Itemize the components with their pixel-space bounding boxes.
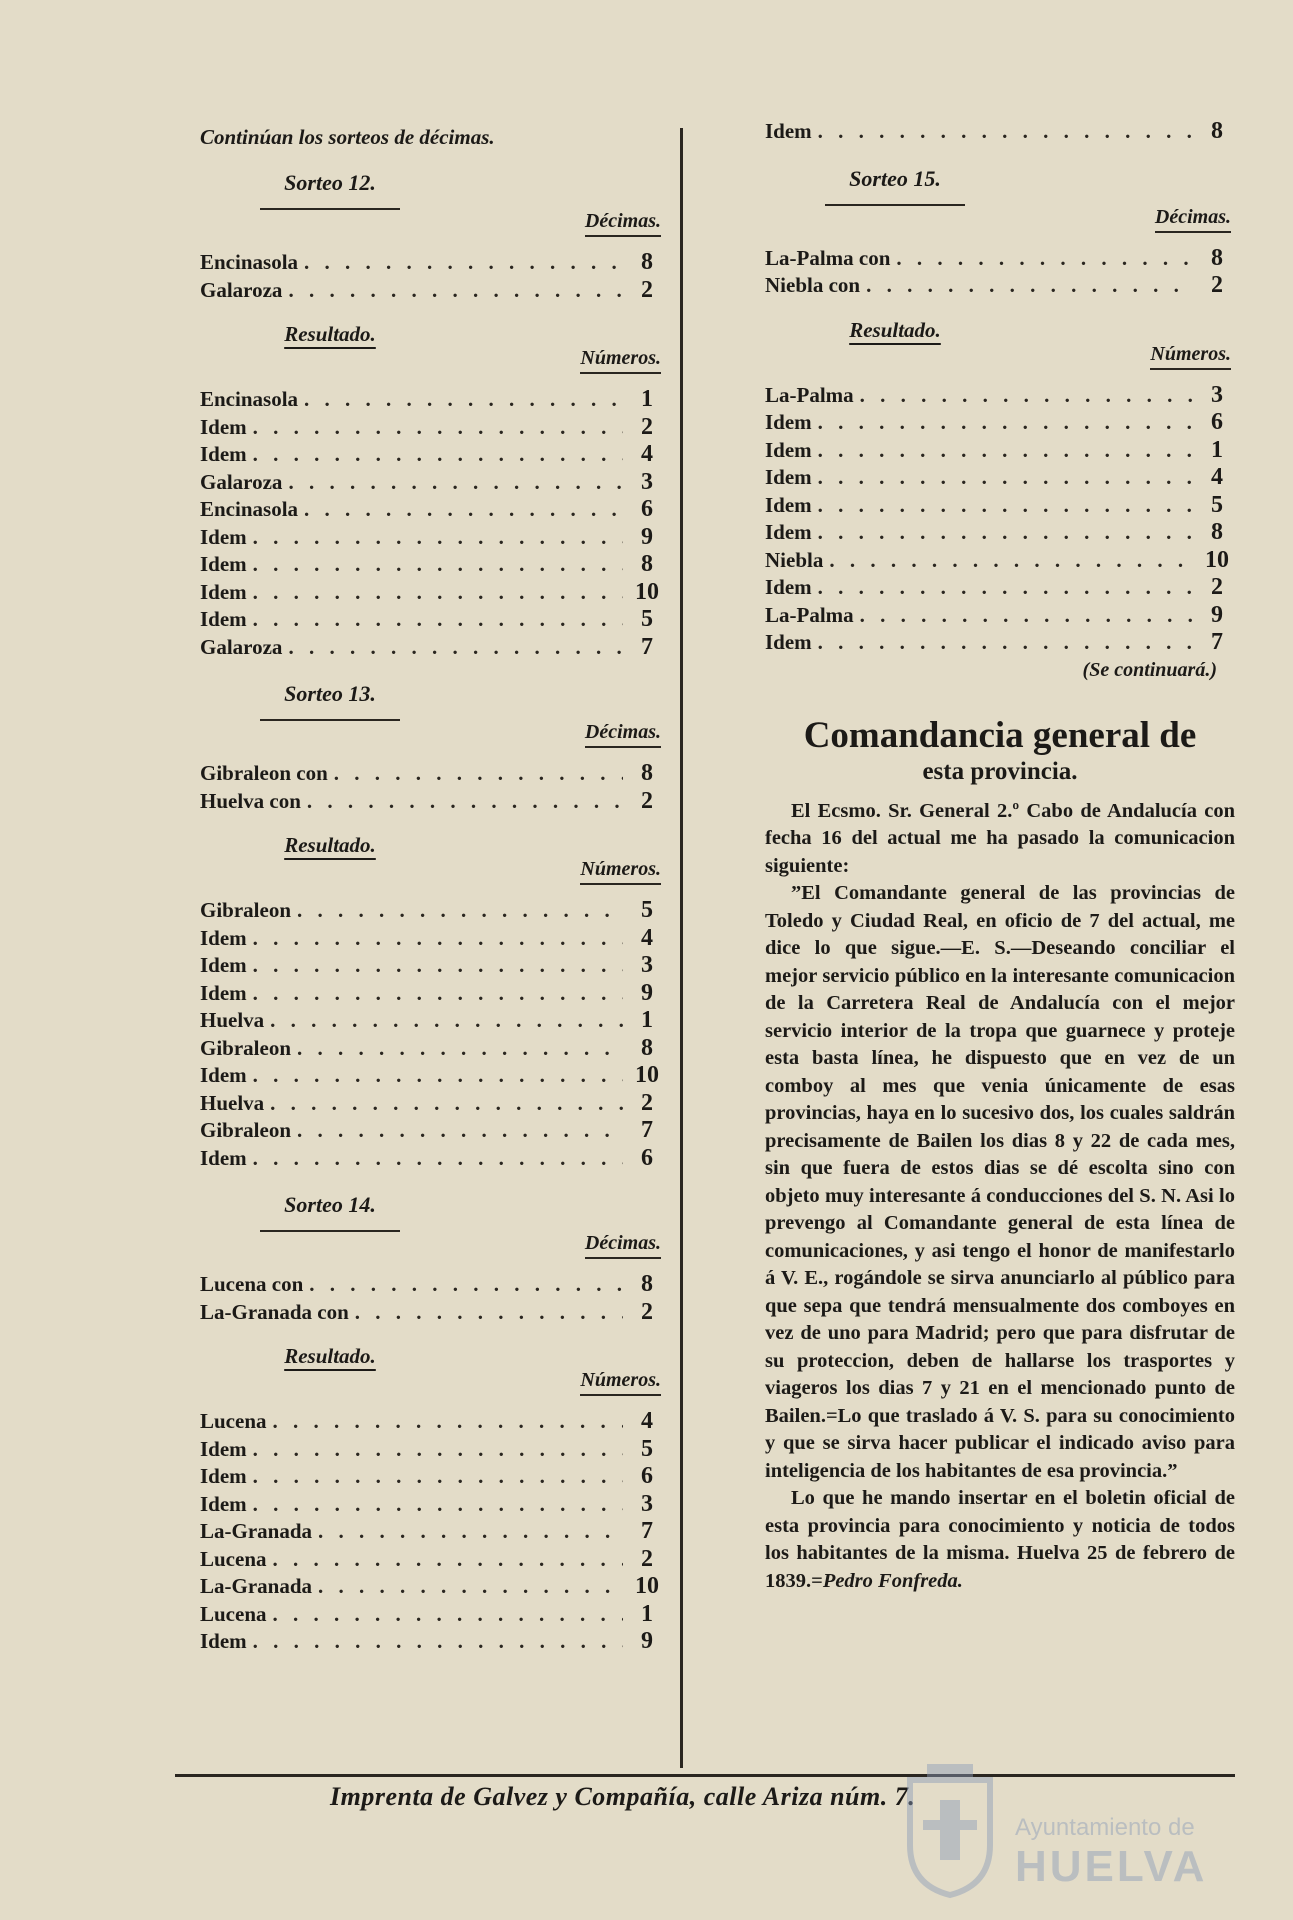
number-value: 2 xyxy=(641,276,653,303)
results-list xyxy=(200,1408,665,1656)
sorteo-14-section xyxy=(200,1192,665,1656)
place-name: Lucena con xyxy=(200,1272,304,1296)
list-item xyxy=(200,1436,665,1464)
number-value: 8 xyxy=(641,551,653,577)
number-value: 1 xyxy=(641,1007,653,1033)
place-name: Galaroza xyxy=(200,277,283,302)
decimas-list xyxy=(765,245,1235,300)
dot-leader xyxy=(818,438,1193,463)
decimas-header: Décimas. xyxy=(200,210,665,237)
dot-leader xyxy=(866,273,1193,298)
number-value: 2 xyxy=(1211,272,1223,298)
list-item xyxy=(765,464,1235,492)
list-item xyxy=(200,579,665,607)
list-item xyxy=(765,519,1235,547)
place-name: Idem xyxy=(765,437,812,462)
place-name: Gibraleon xyxy=(200,898,292,922)
place-name: Idem xyxy=(200,524,247,549)
paragraph-3 xyxy=(765,1485,1235,1595)
dot-leader xyxy=(253,981,623,1006)
place-name: Galaroza xyxy=(200,634,283,659)
place-name: Idem xyxy=(200,953,247,977)
dot-leader xyxy=(253,525,623,550)
number-value: 4 xyxy=(1211,464,1223,490)
dot-leader xyxy=(860,603,1193,628)
number-value: 8 xyxy=(1211,118,1223,144)
place-name: Encinasola xyxy=(200,250,299,274)
coat-of-arms-icon xyxy=(895,1760,1005,1900)
number-value: 1 xyxy=(641,1600,653,1627)
resultado-heading: Resultado. xyxy=(849,317,941,342)
number-value: 3 xyxy=(641,952,653,978)
number-value: 6 xyxy=(1211,409,1223,435)
dot-leader xyxy=(829,548,1193,573)
sorteo-title: Sorteo 15. xyxy=(849,165,941,191)
list-item xyxy=(200,952,665,980)
numeros-header: Números. xyxy=(200,858,665,885)
place-name: Gibraleon con xyxy=(200,761,328,785)
dot-leader xyxy=(253,1492,623,1517)
decimas-list xyxy=(200,1271,665,1326)
list-item xyxy=(765,409,1235,437)
number-value: 8 xyxy=(641,249,653,275)
number-value: 3 xyxy=(641,1490,653,1517)
place-name: Idem xyxy=(200,442,247,466)
number-value: 4 xyxy=(641,441,653,467)
number-value: 10 xyxy=(635,578,659,605)
dot-leader xyxy=(297,1036,623,1061)
dot-leader xyxy=(818,410,1193,435)
list-item xyxy=(200,606,665,634)
paragraph-2: ”El Comandante general de las provincias de Toledo y Ciudad Real, en oficio de 7 del actual, me dice lo que sigue.—E. S.—Deseando conciliar el mejor servicio público en la interesante comunicacion de la Carretera Real de Andalucía con el mejor servicio interior de la tropa que guarnece y proteje esta basta línea, he dispuesto que en vez de un comboy al mes que venia únicamente de esas provincias, haya en lo sucesivo dos, los cuales saldrán precisamente de Bailen los dias 8 y 22 de cada mes, sin que fuera de estos dias se dé escolta sino con objeto muy interesante á conducciones del S. N. Asi lo prevengo al Comandante general de esta línea de comunicaciones, y asi tengo el honor de manifestarlo á V. E., rogándole se sirva anunciarlo al público para que sepa que tendrá mensualmente dos comboyes en vez de uno para Madrid; pero que para disfrutar de su proteccion, deben de hallarse los trasportes y viageros los dias 7 y 21 en el mencionado punto de Bailen.=Lo que traslado á V. S. para su conocimiento y que se sirva hacer publicar el indicado aviso para inteligencia de los habitantes de esa provincia.” xyxy=(765,882,1235,1482)
place-name: Idem xyxy=(200,925,247,950)
results-list xyxy=(200,386,665,661)
list-item xyxy=(200,441,665,469)
list-item xyxy=(200,1117,665,1145)
number-value: 8 xyxy=(641,1271,653,1297)
place-name: Idem xyxy=(200,980,247,1005)
right-column xyxy=(765,118,1235,1595)
numeros-header: Números. xyxy=(200,1369,665,1396)
printer-imprint: Imprenta de Galvez y Compañía, calle Ariza núm. 7. xyxy=(330,1782,916,1811)
place-name: La-Granada con xyxy=(200,1299,349,1324)
dot-leader xyxy=(253,580,623,605)
dot-leader xyxy=(896,246,1193,271)
list-item xyxy=(200,249,665,277)
list-item xyxy=(200,496,665,524)
list-item xyxy=(200,1491,665,1519)
list-item xyxy=(200,1463,665,1491)
list-item xyxy=(765,437,1235,465)
number-value: 3 xyxy=(641,468,653,495)
number-value: 5 xyxy=(641,606,653,632)
place-name: Idem xyxy=(200,1491,247,1516)
place-name: Idem xyxy=(765,630,812,654)
number-value: 4 xyxy=(641,1408,653,1434)
place-name: Huelva xyxy=(200,1090,265,1115)
results-list xyxy=(200,897,665,1172)
place-name: Idem xyxy=(200,579,247,604)
dot-leader xyxy=(297,898,623,923)
sorteo-title: Sorteo 13. xyxy=(284,681,376,706)
decimas-header: Décimas. xyxy=(200,721,665,748)
sorteo-15-section xyxy=(765,166,1235,657)
number-value: 10 xyxy=(635,1062,659,1088)
place-name: Idem xyxy=(765,119,812,143)
dot-leader xyxy=(818,465,1193,490)
list-item xyxy=(200,980,665,1008)
numeros-header: Números. xyxy=(765,343,1235,370)
dot-leader xyxy=(304,387,623,412)
list-item xyxy=(765,574,1235,602)
sorteo-title: Sorteo 12. xyxy=(284,170,376,195)
place-name: Idem xyxy=(200,1464,247,1488)
place-name: Idem xyxy=(765,465,812,489)
number-value: 1 xyxy=(1211,436,1223,463)
column-divider xyxy=(680,128,683,1768)
list-item xyxy=(200,386,665,414)
list-item xyxy=(200,1628,665,1656)
place-name: La-Palma con xyxy=(765,245,891,270)
decimas-list xyxy=(200,760,665,815)
place-name: Niebla xyxy=(765,547,824,572)
place-name: La-Granada xyxy=(200,1519,313,1543)
place-name: La-Palma xyxy=(765,382,854,407)
number-value: 7 xyxy=(641,1518,653,1544)
dot-leader xyxy=(253,1063,623,1088)
dot-leader xyxy=(253,1146,623,1171)
archive-watermark xyxy=(895,1760,1225,1900)
dot-leader xyxy=(818,119,1193,144)
place-name: Encinasola xyxy=(200,387,299,411)
list-item xyxy=(765,245,1235,273)
dot-leader xyxy=(253,1464,623,1489)
place-name: Gibraleon xyxy=(200,1118,292,1142)
dot-leader xyxy=(270,1091,623,1116)
number-value: 4 xyxy=(641,924,653,951)
dot-leader xyxy=(253,1629,623,1654)
list-item xyxy=(200,414,665,442)
list-item xyxy=(200,788,665,816)
dot-leader xyxy=(297,1118,623,1143)
dot-leader xyxy=(253,1437,623,1462)
watermark-line1: Ayuntamiento de xyxy=(1015,1814,1195,1841)
numeros-header: Números. xyxy=(200,347,665,374)
number-value: 2 xyxy=(1211,574,1223,600)
number-value: 7 xyxy=(1211,629,1223,655)
number-value: 1 xyxy=(641,386,653,412)
list-item xyxy=(200,1518,665,1546)
number-value: 5 xyxy=(641,897,653,923)
resultado-heading: Resultado. xyxy=(284,322,376,346)
place-name: Huelva xyxy=(200,1008,265,1032)
dot-leader xyxy=(253,442,623,467)
dot-leader xyxy=(307,789,623,814)
number-value: 2 xyxy=(641,1298,653,1325)
sorteo-12-section xyxy=(200,170,665,661)
dot-leader xyxy=(309,1272,623,1297)
place-name: Idem xyxy=(200,1436,247,1461)
decimas-header: Décimas. xyxy=(200,1232,665,1259)
number-value: 7 xyxy=(641,633,653,660)
dot-leader xyxy=(253,953,623,978)
number-value: 8 xyxy=(641,760,653,786)
signature: Pedro Fonfreda. xyxy=(822,1569,963,1592)
continuation-note: (Se continuará.) xyxy=(1082,658,1217,681)
dot-leader xyxy=(270,1008,623,1033)
list-item xyxy=(200,524,665,552)
list-item xyxy=(765,629,1235,657)
dot-leader xyxy=(860,383,1193,408)
place-name: Galaroza xyxy=(200,469,283,494)
dot-leader xyxy=(304,497,623,522)
list-item xyxy=(200,760,665,788)
number-value: 9 xyxy=(641,1628,653,1654)
list-item xyxy=(200,1145,665,1173)
dot-leader xyxy=(288,278,623,303)
list-item xyxy=(765,118,1235,146)
place-name: Idem xyxy=(765,520,812,544)
place-name: Idem xyxy=(200,1145,247,1170)
dot-leader xyxy=(355,1300,623,1325)
dot-leader xyxy=(253,552,623,577)
number-value: 9 xyxy=(1211,601,1223,628)
list-item xyxy=(765,602,1235,630)
list-item xyxy=(765,547,1235,575)
list-item xyxy=(200,1090,665,1118)
article-subtitle: esta provincia. xyxy=(922,757,1078,785)
dot-leader xyxy=(253,926,623,951)
place-name: Idem xyxy=(200,414,247,439)
number-value: 5 xyxy=(641,1435,653,1462)
dot-leader xyxy=(818,630,1193,655)
dot-leader xyxy=(288,470,623,495)
list-item xyxy=(200,1035,665,1063)
list-item xyxy=(200,1062,665,1090)
paragraph-1: El Ecsmo. Sr. General 2.º Cabo de Andalucía con fecha 16 del actual me ha pasado la comunicacion siguiente: xyxy=(765,799,1235,877)
dot-leader xyxy=(334,761,623,786)
place-name: Idem xyxy=(200,607,247,631)
dot-leader xyxy=(273,1409,623,1434)
place-name: La-Granada xyxy=(200,1574,313,1598)
place-name: Lucena xyxy=(200,1546,267,1571)
dot-leader xyxy=(818,493,1193,518)
place-name: La-Palma xyxy=(765,602,854,627)
number-value: 9 xyxy=(641,979,653,1006)
decimas-header: Décimas. xyxy=(765,206,1235,233)
resultado-heading: Resultado. xyxy=(284,1344,376,1368)
number-value: 6 xyxy=(641,1463,653,1489)
place-name: Idem xyxy=(200,1063,247,1087)
resultado-heading: Resultado. xyxy=(284,833,376,857)
number-value: 8 xyxy=(1211,244,1223,271)
continuation-header: Continúan los sorteos de décimas. xyxy=(200,125,495,149)
list-item xyxy=(200,1408,665,1436)
dot-leader xyxy=(318,1519,623,1544)
place-name: Idem xyxy=(200,1629,247,1653)
number-value: 2 xyxy=(641,1545,653,1572)
number-value: 8 xyxy=(1211,519,1223,545)
number-value: 10 xyxy=(635,1573,659,1599)
number-value: 7 xyxy=(641,1117,653,1143)
place-name: Huelva con xyxy=(200,788,301,813)
article-title: Comandancia general de xyxy=(803,714,1197,756)
decimas-list xyxy=(200,249,665,304)
list-item xyxy=(200,1601,665,1629)
list-item xyxy=(765,272,1235,300)
list-item xyxy=(200,1271,665,1299)
number-value: 6 xyxy=(641,496,653,522)
number-value: 2 xyxy=(641,413,653,440)
number-value: 9 xyxy=(641,523,653,550)
number-value: 2 xyxy=(641,787,653,814)
dot-leader xyxy=(253,415,623,440)
list-item xyxy=(200,925,665,953)
dot-leader xyxy=(253,607,623,632)
list-item xyxy=(200,1546,665,1574)
number-value: 6 xyxy=(641,1144,653,1171)
list-item xyxy=(200,469,665,497)
watermark-line2: HUELVA xyxy=(1015,1842,1208,1891)
list-item xyxy=(200,1573,665,1601)
dot-leader xyxy=(273,1547,623,1572)
number-value: 2 xyxy=(641,1089,653,1116)
sorteo-13-section xyxy=(200,681,665,1172)
list-item xyxy=(765,492,1235,520)
dot-leader xyxy=(288,635,623,660)
article-body xyxy=(765,798,1235,1596)
list-item xyxy=(200,277,665,305)
top-row-list xyxy=(765,118,1235,146)
place-name: Idem xyxy=(765,575,812,599)
number-value: 3 xyxy=(1211,381,1223,408)
place-name: Idem xyxy=(200,552,247,576)
list-item xyxy=(200,897,665,925)
place-name: Lucena xyxy=(200,1409,267,1433)
number-value: 5 xyxy=(1211,491,1223,518)
dot-leader xyxy=(318,1574,623,1599)
dot-leader xyxy=(818,575,1193,600)
place-name: Idem xyxy=(765,492,812,517)
place-name: Gibraleon xyxy=(200,1035,292,1060)
list-item xyxy=(765,382,1235,410)
dot-leader xyxy=(818,520,1193,545)
results-list xyxy=(765,382,1235,657)
number-value: 8 xyxy=(641,1034,653,1061)
sorteo-title: Sorteo 14. xyxy=(284,1192,376,1217)
list-item xyxy=(200,551,665,579)
place-name: Encinasola xyxy=(200,497,299,521)
list-item xyxy=(200,1007,665,1035)
place-name: Niebla con xyxy=(765,273,861,297)
place-name: Idem xyxy=(765,410,812,434)
paragraph-3-text: Lo que he mando insertar en el boletin oficial de esta provincia para conocimiento y noticia de todos los habitantes de la misma. Huelva 25 de febrero de 1839.= xyxy=(765,1487,1235,1592)
place-name: Lucena xyxy=(200,1601,267,1626)
number-value: 10 xyxy=(1205,546,1229,573)
left-column xyxy=(200,125,665,1656)
dot-leader xyxy=(273,1602,623,1627)
list-item xyxy=(200,634,665,662)
dot-leader xyxy=(304,250,623,275)
list-item xyxy=(200,1299,665,1327)
